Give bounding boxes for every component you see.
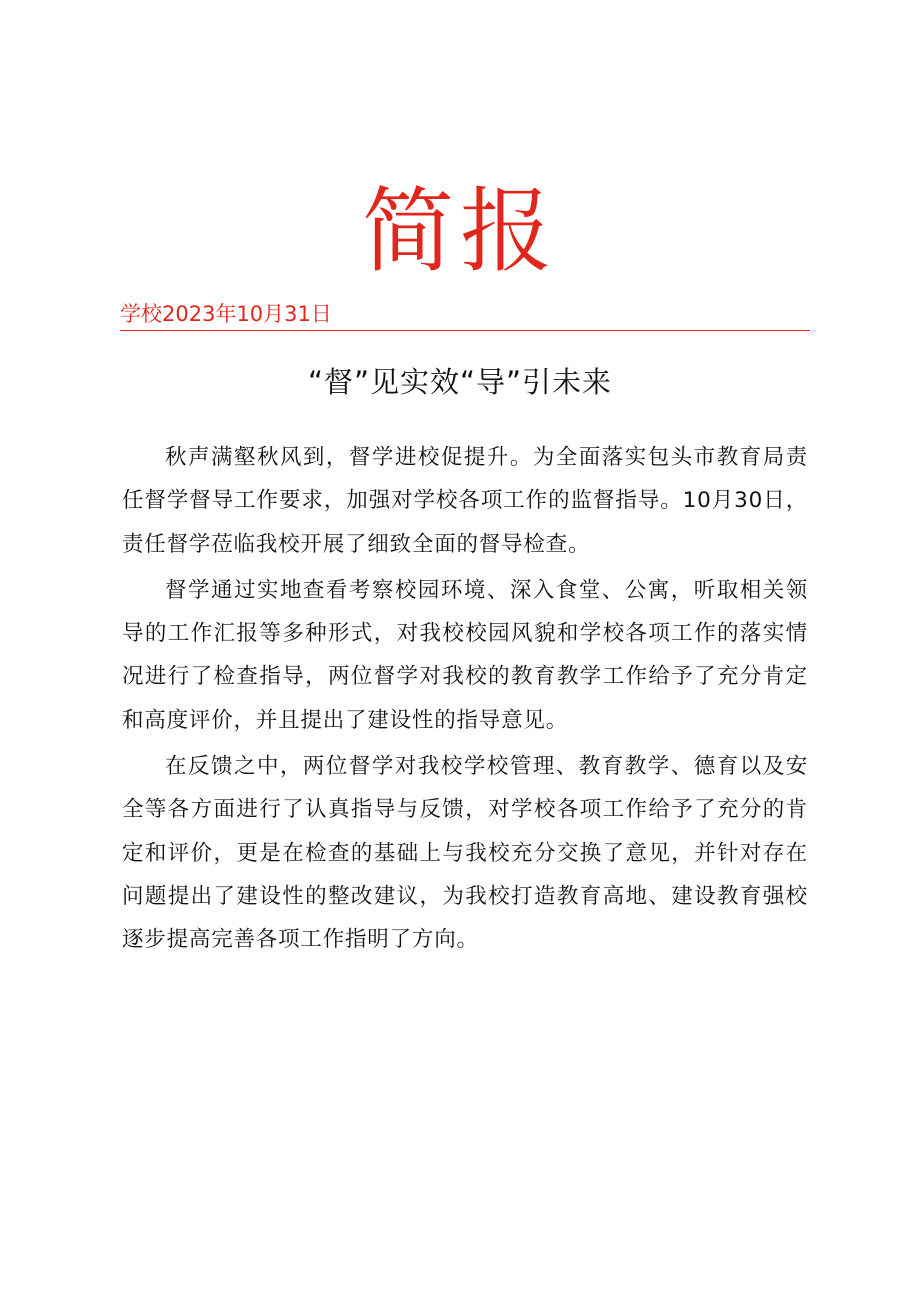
article-paragraph: 在反馈之中，两位督学对我校学校管理、教育教学、德育以及安全等各方面进行了认真指导与反馈，对学校各项工作给予了充分的肯定和评价，更是在检查的基础上与我校充分交换了意见，并针对存在问题提出了建设性的整改建议，为我校打造教育高地、建设教育强校逐步提高完善各项工作指明了方向。 (122, 754, 808, 953)
article-paragraph: 督学通过实地查看考察校园环境、深入食堂、公寓，听取相关领导的工作汇报等多种形式，对我校校园风貌和学校各项工作的落实情况进行了检查指导，两位督学对我校的教育教学工作给予了充分肯定和高度评价，并且提出了建设性的指导意见。 (122, 577, 808, 733)
masthead-title: 简报 (361, 178, 558, 285)
article-headline: “督”见实效“导”引未来 (307, 365, 613, 399)
dateline (120, 300, 810, 331)
article-paragraph: 秋声满壑秋风到，督学进校促提升。为全面落实包头市教育局责任督学督导工作要求，加强对学校各项工作的监督指导。10月30日，责任督学莅临我校开展了细致全面的督导检查。 (122, 445, 808, 557)
article-body (122, 436, 808, 965)
dateline-text: 学校2023年10月31日 (120, 302, 332, 326)
